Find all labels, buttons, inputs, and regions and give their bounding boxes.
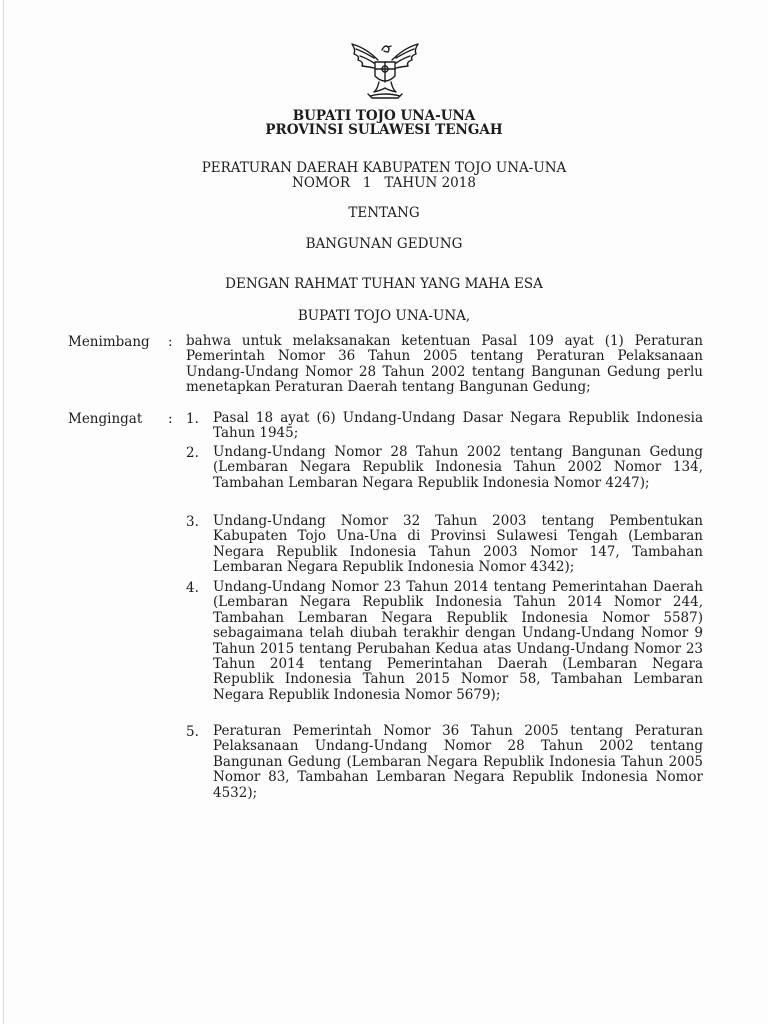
menimbang-text: bahwa untuk melaksanakan ketentuan Pasal 109 ayat (1) Peraturan Pemerintah Nomor 36 Tahun 2005 tentang Peraturan Pelaksanaan Undang-Undang Nomor 28 Tahun 2002 tentang Bangunan Gedung perlu menetapkan Peraturan Daerah tentang Bangunan Gedung; [186,333,703,396]
list-item-text: Undang-Undang Nomor 23 Tahun 2014 tentang Pemerintahan Daerah (Lembaran Negara Republik Indonesia Tahun 2014 Nomor 244, Tambahan Lembaran Negara Republik Indonesia Nomor 5587) sebagaimana telah diubah terakhir dengan Undang-Undang Nomor 9 Tahun 2015 tentang Perubahan Kedua atas Undang-Undang Nomor 23 Tahun 2014 tentang Pemerintahan Daerah (Lembaran Negara Republik Indonesia Tahun 2015 Nomor 58, Tambahan Lembaran Negara Republik Indonesia Nomor 5679); [213,579,703,703]
regulation-subject: BANGUNAN GEDUNG [305,236,463,252]
list-item-number: 1. [186,411,199,427]
list-item-number: 5. [186,724,199,740]
mengingat-colon: : [168,411,173,427]
menimbang-label: Menimbang [68,334,150,350]
list-item-text: Peraturan Pemerintah Nomor 36 Tahun 2005 tentang Peraturan Pelaksanaan Undang-Undang Nomor 28 Tahun 2002 tentang Bangunan Gedung (Lembaran Negara Republik Indonesia Tahun 2005 Nomor 83, Tambahan Lembaran Negara Republik Indonesia Nomor 4532); [213,723,703,801]
mengingat-label: Mengingat [68,411,143,427]
list-item-text: Undang-Undang Nomor 28 Tahun 2002 tentang Bangunan Gedung (Lembaran Negara Republik Indonesia Tahun 2002 Nomor 134, Tambahan Lembaran Negara Republik Indonesia Nomor 4247); [213,444,703,491]
about-label: TENTANG [348,205,420,221]
list-item-text: Pasal 18 ayat (6) Undang-Undang Dasar Negara Republik Indonesia Tahun 1945; [213,410,703,442]
scan-edge-line [3,0,4,1024]
garuda-pancasila-emblem-icon [344,38,426,104]
authority-line: BUPATI TOJO UNA-UNA, [297,308,471,324]
list-item-number: 4. [186,580,199,596]
header-title-line1: BUPATI TOJO UNA-UNA [292,108,476,124]
header-title-line2: PROVINSI SULAWESI TENGAH [265,122,503,138]
list-item-text: Undang-Undang Nomor 32 Tahun 2003 tentang Pembentukan Kabupaten Tojo Una-Una di Provinsi Sulawesi Tengah (Lembaran Negara Republik Indonesia Tahun 2003 Nomor 147, Tambahan Lembaran Negara Republik Indonesia Nomor 4342); [213,513,703,576]
regulation-name: PERATURAN DAERAH KABUPATEN TOJO UNA-UNA [201,160,567,176]
regulation-number: NOMOR 1 TAHUN 2018 [292,175,476,191]
menimbang-colon: : [168,334,173,350]
list-item-number: 2. [186,445,199,461]
blessing-line: DENGAN RAHMAT TUHAN YANG MAHA ESA [225,276,543,292]
list-item-number: 3. [186,514,199,530]
